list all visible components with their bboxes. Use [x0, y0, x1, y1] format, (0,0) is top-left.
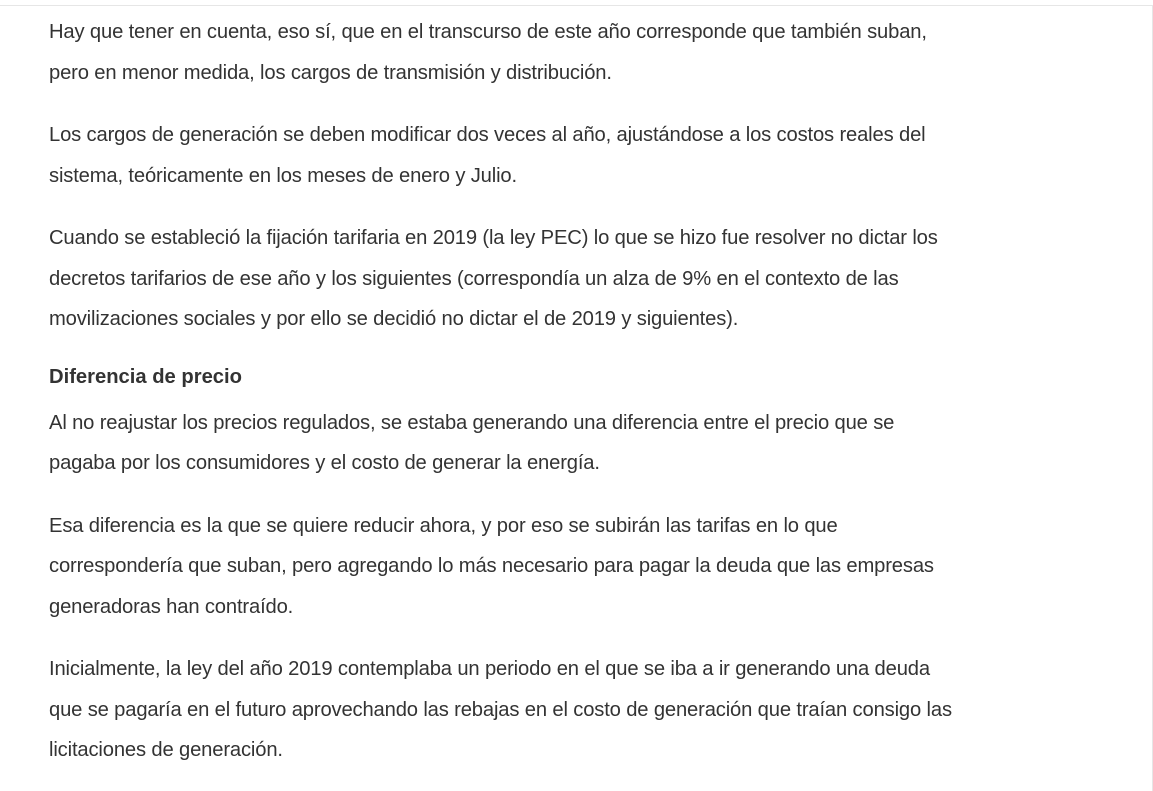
paragraph-pec-law: Cuando se estableció la fijación tarifaria en 2019 (la ley PEC) lo que se hizo fue resolver no dictar los decretos tarifarios de ese año y los siguientes (correspondía un alza de 9% en el contexto de las movilizaciones sociales y por ello se decidió no dictar el de 2019 y siguientes).: [49, 227, 938, 330]
top-divider: [0, 5, 1153, 6]
paragraph-tariff-charges: Hay que tener en cuenta, eso sí, que en el transcurso de este año corresponde que también suban, pero en menor medida, los cargos de transmisión y distribución.: [49, 21, 927, 84]
paragraph-generation-charges: Los cargos de generación se deben modificar dos veces al año, ajustándose a los costos reales del sistema, teóricamente en los meses de enero y Julio.: [49, 124, 926, 187]
paragraph-initial-law: Inicialmente, la ley del año 2019 contemplaba un periodo en el que se iba a ir generando una deuda que se pagaría en el futuro aprovechando las rebajas en el costo de generación que traían consigo las licitaciones de generación.: [49, 658, 952, 761]
paragraph-reduce-difference: Esa diferencia es la que se quiere reducir ahora, y por eso se subirán las tarifas en lo que correspondería que suban, pero agregando lo más necesario para pagar la deuda que las empresas generadoras han contraído.: [49, 514, 934, 618]
paragraph-price-difference: Al no reajustar los precios regulados, se estaba generando una diferencia entre el precio que se pagaba por los consumidores y el costo de generar la energía.: [49, 411, 895, 474]
section-heading: Diferencia de precio: [49, 365, 242, 388]
